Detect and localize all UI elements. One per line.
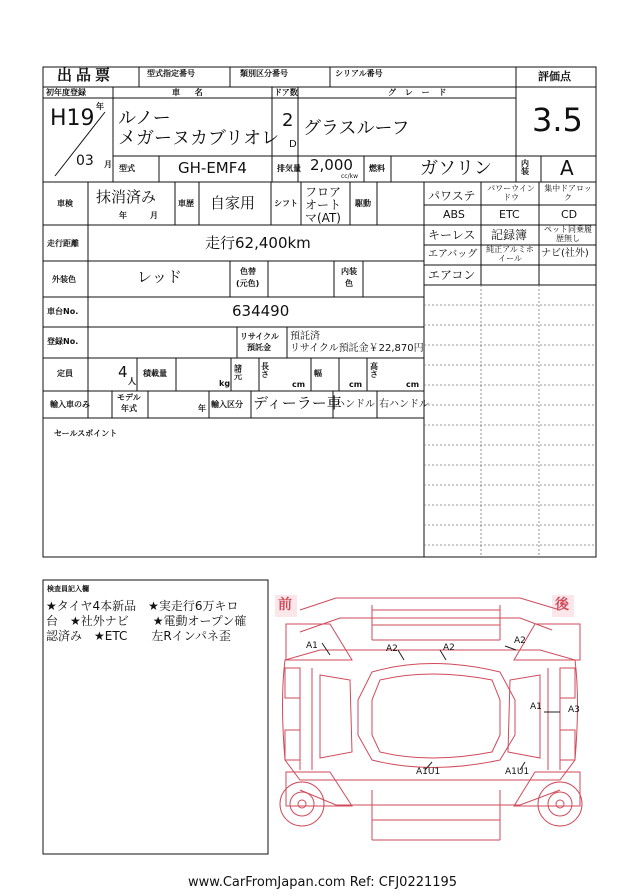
- color-change-label: 色替: [240, 267, 256, 276]
- door-type: D: [289, 139, 297, 150]
- width-label: 幅: [314, 369, 322, 378]
- door-count: 2: [282, 110, 294, 131]
- month-value: 03: [76, 153, 94, 169]
- damage-mark: A2: [514, 636, 526, 646]
- equip-central-lock: 集中ドアロック: [544, 184, 592, 202]
- shaken-month: 月: [150, 211, 158, 220]
- mileage-label: 走行距離: [47, 239, 79, 248]
- fuel-value: ガソリン: [420, 158, 492, 179]
- recycle-value-1: 預託済: [290, 331, 320, 342]
- import-class-label: 輸入区分: [211, 400, 243, 409]
- equip-keyless: キーレス: [428, 228, 476, 242]
- shaken-value: 抹消済み: [96, 188, 157, 206]
- model-cert-label: 型式指定番号: [147, 69, 195, 78]
- handle-label: ハンドル: [335, 399, 375, 410]
- footer-reference: www.CarFromJapan.com Ref: CFJ0221195: [188, 875, 458, 890]
- drive-label: 駆動: [355, 199, 371, 208]
- first-reg-label: 初年度登録: [46, 88, 86, 97]
- class-label: 類別区分番号: [240, 69, 288, 78]
- fuel-label: 燃料: [369, 164, 385, 173]
- month-unit: 月: [104, 160, 112, 169]
- capacity-value: 4: [118, 363, 128, 381]
- shaken-label: 車検: [57, 199, 73, 208]
- damage-mark: A1U1: [416, 767, 441, 777]
- damage-mark: A2: [386, 644, 398, 654]
- year-value: H19: [50, 106, 95, 131]
- door-label: ドア数: [274, 88, 298, 97]
- model-year-unit: 年: [198, 404, 206, 413]
- inspector-title: 検査員記入欄: [47, 585, 89, 593]
- capacity-unit: 人: [128, 377, 136, 386]
- damage-mark: A1U1: [505, 767, 530, 777]
- sales-point-label: セールスポイント: [54, 429, 118, 438]
- shift-value-3: マ(AT): [305, 211, 341, 225]
- model-year-label: モデル: [117, 393, 141, 402]
- usage-value: 自家用: [210, 194, 256, 212]
- usage-label: 車歴: [178, 199, 194, 208]
- model-name: メガーヌカブリオレ: [118, 128, 280, 149]
- displacement-value: 2,000: [310, 156, 353, 174]
- length-unit: cm: [292, 380, 306, 389]
- shift-label: シフト: [274, 199, 298, 208]
- year-unit: 年: [96, 102, 104, 111]
- inspector-line-2: 台 ★社外ナビ ★電動オープン確: [46, 614, 247, 628]
- load-unit: kg: [219, 379, 231, 388]
- height-label: 高さ: [370, 362, 378, 379]
- weight-label: 諸元: [234, 364, 242, 381]
- serial-label: シリアル番号: [335, 69, 383, 78]
- score-value: 3.5: [532, 101, 583, 139]
- name-label: 車 名: [172, 88, 209, 97]
- equip-power-steering: パワステ: [428, 189, 476, 203]
- mileage-value: 走行62,400km: [205, 234, 311, 252]
- damage-mark: A3: [568, 705, 580, 715]
- car-diagram: [275, 595, 582, 840]
- interior-score: A: [560, 156, 574, 180]
- color-change-sub: (元色): [236, 279, 260, 288]
- maker-name: ルノー: [118, 108, 171, 129]
- inspector-line-3: 認済み ★ETC 左Rインパネ歪: [46, 629, 231, 643]
- score-label: 評価点: [538, 70, 571, 83]
- model-year-sub: 年式: [121, 404, 137, 413]
- capacity-label: 定員: [57, 369, 73, 378]
- import-class-value: ディーラー車: [253, 394, 342, 412]
- equip-alloy-wheels: 純正アルミホイール: [486, 245, 534, 263]
- equip-airbag: エアバッグ: [428, 249, 478, 260]
- import-label: 輸入車のみ: [50, 400, 90, 409]
- color-label: 外装色: [52, 275, 76, 284]
- equip-pet-history: ペット同乗履歴無し: [544, 225, 592, 243]
- interior-color-label: 内装: [341, 267, 357, 276]
- displacement-label: 排気量: [277, 164, 301, 173]
- load-label: 積載量: [143, 369, 167, 378]
- chassis-label: 車台No.: [47, 307, 79, 316]
- handle-value: 右ハンドル: [379, 399, 429, 410]
- interior-color-sub: 色: [345, 279, 353, 288]
- inspector-line-1: ★タイヤ4本新品 ★実走行6万キロ: [46, 599, 239, 613]
- model-type-label: 型式: [119, 164, 135, 173]
- equip-etc: ETC: [499, 208, 520, 221]
- sheet-title: 出品票: [57, 66, 115, 84]
- shift-value-1: フロア: [305, 185, 342, 199]
- equip-records: 記録簿: [491, 228, 528, 242]
- grade-value: グラスルーフ: [303, 118, 410, 139]
- rear-label: 後: [555, 597, 569, 613]
- displacement-unit: cc/kw: [341, 173, 359, 180]
- equip-power-window: パワーウインドウ: [487, 184, 535, 202]
- recycle-value-2: リサイクル預託金￥22,870円: [290, 343, 424, 354]
- height-unit: cm: [406, 380, 420, 389]
- reg-no-label: 登録No.: [47, 337, 79, 346]
- chassis-value: 634490: [232, 302, 290, 320]
- front-label: 前: [278, 597, 292, 613]
- recycle-sub: 預託金: [247, 343, 271, 352]
- color-value: レッド: [137, 268, 182, 286]
- damage-mark: A2: [443, 643, 455, 653]
- length-label: 長さ: [261, 362, 269, 379]
- recycle-label: リサイクル: [240, 332, 279, 341]
- equip-abs: ABS: [443, 208, 465, 221]
- shift-value-2: オート: [305, 198, 342, 212]
- equip-navi: ナビ(社外): [541, 248, 589, 259]
- grade-label: グ レ ー ド: [388, 88, 450, 97]
- width-unit: cm: [349, 380, 363, 389]
- damage-mark: A1: [530, 702, 542, 712]
- interior-label: 内装: [521, 159, 529, 176]
- damage-mark: A1: [306, 641, 318, 651]
- model-type-value: GH-EMF4: [178, 159, 247, 177]
- equip-aircon: エアコン: [428, 268, 476, 282]
- equip-cd: CD: [561, 208, 578, 221]
- shaken-year: 年: [119, 211, 127, 220]
